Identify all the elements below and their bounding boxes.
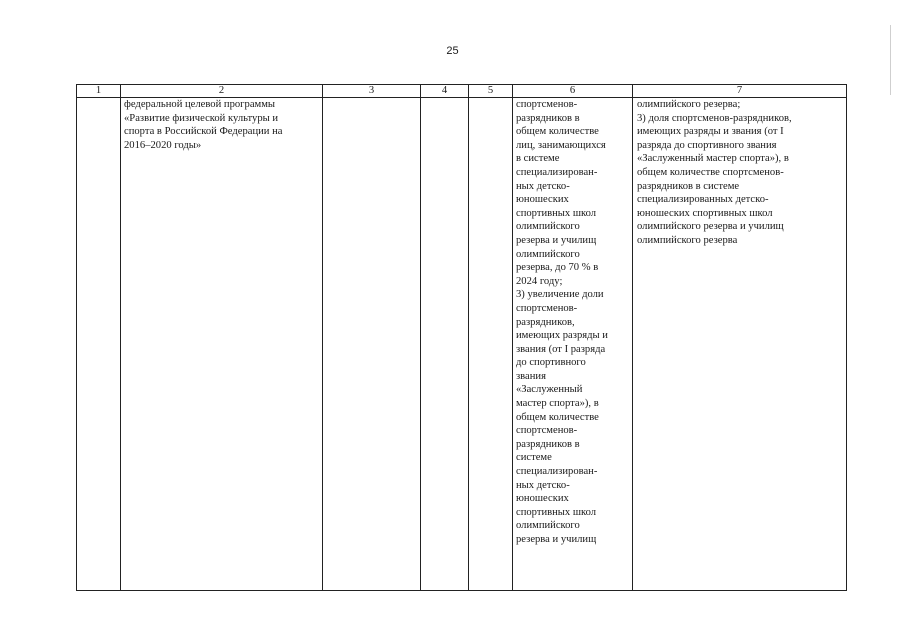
scan-edge-line <box>890 25 891 95</box>
cell-text: олимпийского резерва; 3) доля спортсменов-разрядников, имеющих разряды и звания (от I разряда до спортивного звания «Заслуженный мастер спорта»), в общем количестве спортсменов- разрядников в системе специализированных детско- юношеских спортивных школ олимпийского резерва и училищ олимпийского резерва <box>637 99 792 246</box>
cell-indicators <box>633 98 847 591</box>
table-row <box>77 98 847 591</box>
cell-col5 <box>469 98 513 591</box>
column-header-1: 1 <box>77 85 121 98</box>
column-header-4: 4 <box>421 85 469 98</box>
cell-col3 <box>323 98 421 591</box>
column-header-6: 6 <box>513 85 633 98</box>
header-row <box>77 85 847 98</box>
page-number: 25 <box>446 45 459 57</box>
cell-text: федеральной целевой программы «Развитие физической культуры и спорта в Российской Федерации на 2016–2020 годы» <box>124 99 283 151</box>
cell-program-name <box>121 98 323 591</box>
column-header-3: 3 <box>323 85 421 98</box>
column-header-5: 5 <box>469 85 513 98</box>
cell-text: спортсменов- разрядников в общем количестве лиц, занимающихся в системе специализирован- ных детско- юношеских спортивных школ олимпийского резерва и училищ олимпийского резерва, до 70 % в 2024 году; 3) увеличение доли спортсменов- разрядников, имеющих разряды и звания (от I разряда до спортивного звания «Заслуженный мастер спорта»), в общем количестве спортсменов- разрядников в системе специализирован- ных детско- юношеских спортивных школ олимпийского резерва и училищ <box>516 99 608 545</box>
column-header-2: 2 <box>121 85 323 98</box>
column-header-7: 7 <box>633 85 847 98</box>
cell-targets <box>513 98 633 591</box>
document-table <box>76 84 847 591</box>
cell-col1 <box>77 98 121 591</box>
cell-col4 <box>421 98 469 591</box>
